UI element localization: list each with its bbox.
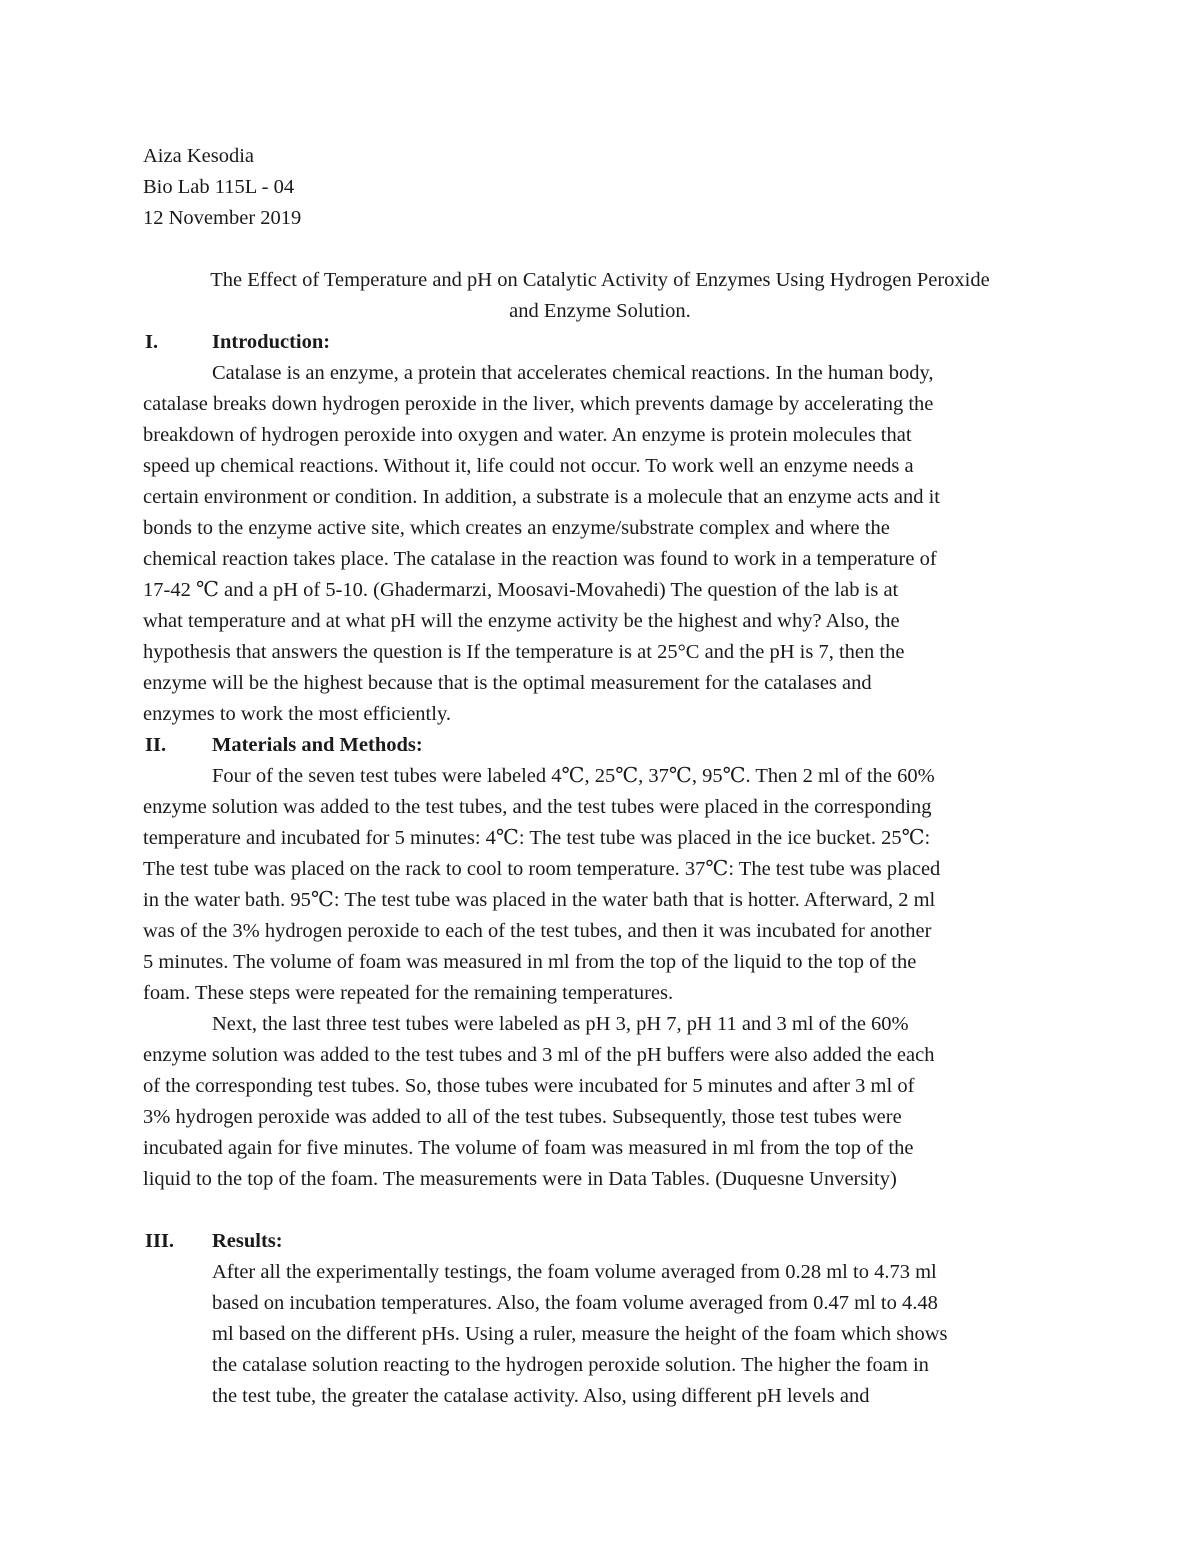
text-line: 3% hydrogen peroxide was added to all of the test tubes. Subsequently, those test tubes were: [143, 1106, 902, 1128]
results-paragraph: [143, 1257, 1057, 1412]
section-heading-introduction: [143, 327, 1057, 358]
introduction-paragraph: [143, 358, 1057, 730]
text-line: liquid to the top of the foam. The measurements were in Data Tables. (Duquesne Unversity): [143, 1168, 897, 1190]
author-name: Aiza Kesodia: [143, 145, 254, 167]
text-line: Next, the last three test tubes were labeled as pH 3, pH 7, pH 11 and 3 ml of the 60%: [212, 1013, 909, 1035]
text-line: chemical reaction takes place. The catalase in the reaction was found to work in a temperature of: [143, 548, 937, 570]
text-line: the test tube, the greater the catalase activity. Also, using different pH levels and: [212, 1385, 870, 1407]
section-number: III.: [145, 1230, 175, 1252]
section-title: Results:: [212, 1230, 283, 1252]
document-header: [143, 141, 301, 234]
text-line: of the corresponding test tubes. So, those tubes were incubated for 5 minutes and after 3 ml of: [143, 1075, 915, 1097]
text-line: what temperature and at what pH will the enzyme activity be the highest and why? Also, the: [143, 610, 900, 632]
text-line: temperature and incubated for 5 minutes: 4℃: The test tube was placed in the ice bucket. 25℃:: [143, 827, 931, 849]
text-line: foam. These steps were repeated for the remaining temperatures.: [143, 982, 674, 1004]
text-line: Catalase is an enzyme, a protein that accelerates chemical reactions. In the human body,: [212, 362, 934, 384]
text-line: After all the experimentally testings, the foam volume averaged from 0.28 ml to 4.73 ml: [212, 1261, 937, 1283]
text-line: enzyme solution was added to the test tubes and 3 ml of the pH buffers were also added the each: [143, 1044, 935, 1066]
methods-paragraph-2: [143, 1009, 1057, 1195]
section-number: I.: [145, 331, 159, 353]
text-line: The test tube was placed on the rack to cool to room temperature. 37℃: The test tube was placed: [143, 858, 941, 880]
text-line: based on incubation temperatures. Also, the foam volume averaged from 0.47 ml to 4.48: [212, 1292, 938, 1314]
title-line-1: The Effect of Temperature and pH on Catalytic Activity of Enzymes Using Hydrogen Peroxide: [210, 269, 990, 291]
text-line: certain environment or condition. In addition, a substrate is a molecule that an enzyme acts and it: [143, 486, 940, 508]
blank-line: [143, 1195, 1057, 1226]
methods-paragraph-1: [143, 761, 1057, 1009]
text-line: hypothesis that answers the question is If the temperature is at 25°C and the pH is 7, then the: [143, 641, 905, 663]
text-line: 5 minutes. The volume of foam was measured in ml from the top of the liquid to the top of the: [143, 951, 917, 973]
title-line-2: and Enzyme Solution.: [509, 300, 691, 322]
document-body: [143, 327, 1057, 1412]
section-title: Materials and Methods:: [212, 734, 423, 756]
text-line: was of the 3% hydrogen peroxide to each of the test tubes, and then it was incubated for another: [143, 920, 932, 942]
text-line: bonds to the enzyme active site, which creates an enzyme/substrate complex and where the: [143, 517, 890, 539]
text-line: enzyme will be the highest because that is the optimal measurement for the catalases and: [143, 672, 872, 694]
text-line: speed up chemical reactions. Without it, life could not occur. To work well an enzyme needs a: [143, 455, 914, 477]
section-title: Introduction:: [212, 331, 331, 353]
text-line: breakdown of hydrogen peroxide into oxygen and water. An enzyme is protein molecules that: [143, 424, 912, 446]
section-number: II.: [145, 734, 167, 756]
text-line: catalase breaks down hydrogen peroxide in the liver, which prevents damage by accelerating the: [143, 393, 934, 415]
document-date: 12 November 2019: [143, 207, 302, 229]
text-line: enzymes to work the most efficiently.: [143, 703, 451, 725]
text-line: enzyme solution was added to the test tubes, and the test tubes were placed in the corresponding: [143, 796, 932, 818]
section-heading-materials-methods: [143, 730, 1057, 761]
text-line: 17-42 ℃ and a pH of 5-10. (Ghadermarzi, Moosavi-Movahedi) The question of the lab is at: [143, 579, 899, 601]
text-line: in the water bath. 95℃: The test tube was placed in the water bath that is hotter. Afterward, 2 ml: [143, 889, 936, 911]
text-line: the catalase solution reacting to the hydrogen peroxide solution. The higher the foam in: [212, 1354, 929, 1376]
text-line: ml based on the different pHs. Using a ruler, measure the height of the foam which shows: [212, 1323, 948, 1345]
section-heading-results: [143, 1226, 1057, 1257]
text-line: Four of the seven test tubes were labeled 4℃, 25℃, 37℃, 95℃. Then 2 ml of the 60%: [212, 765, 935, 787]
document-title: [143, 265, 1057, 327]
course-name: Bio Lab 115L - 04: [143, 176, 295, 198]
text-line: incubated again for five minutes. The volume of foam was measured in ml from the top of the: [143, 1137, 914, 1159]
